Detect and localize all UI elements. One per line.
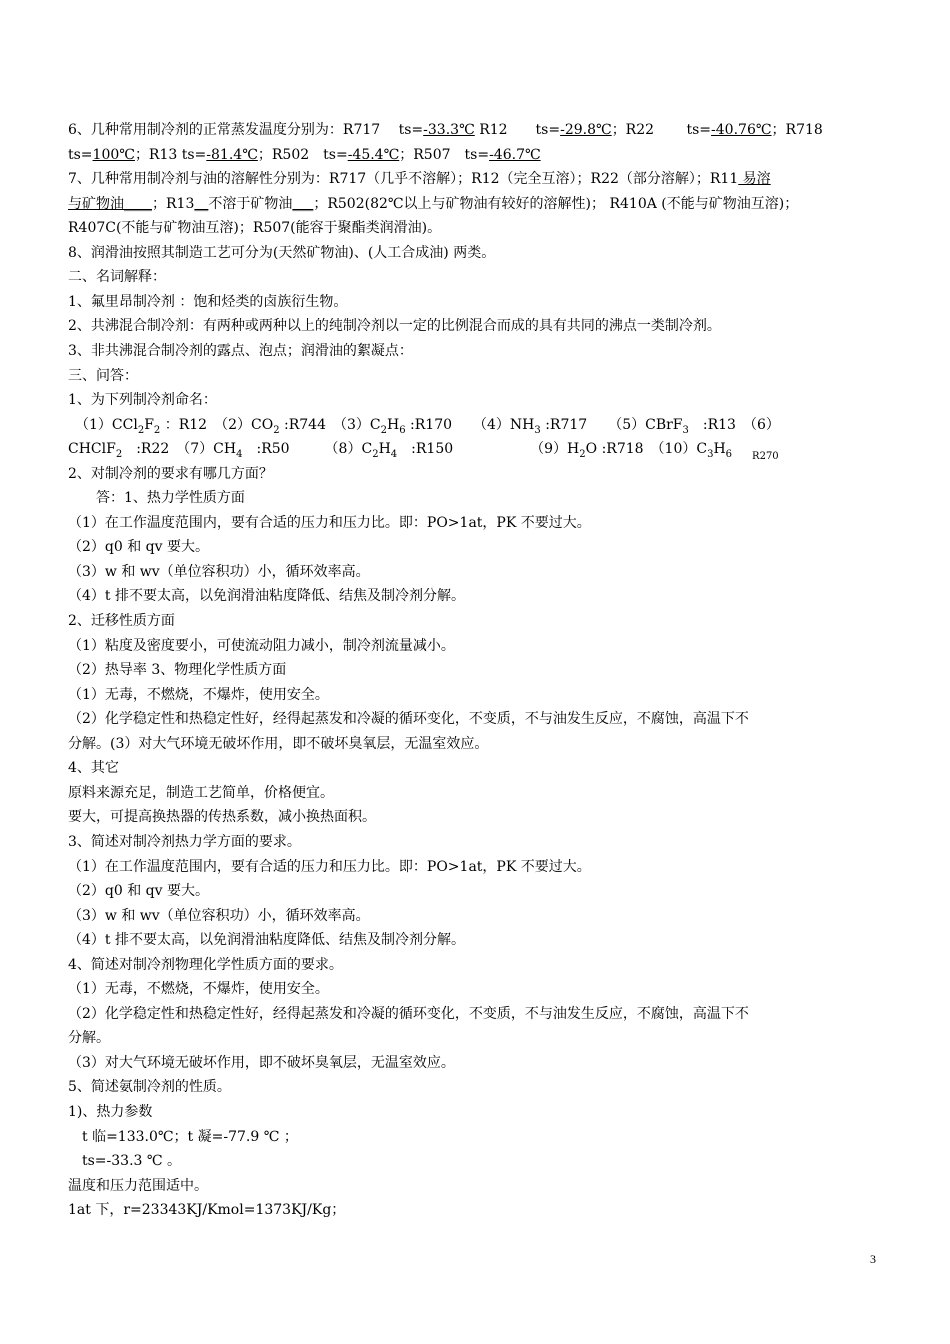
text-line [68,956,343,974]
text-line [68,858,591,876]
text-run: 不溶于矿物油 [208,195,293,212]
text-run: :R170 （4）NH [405,416,535,433]
text-run: 3、简述对制冷剂热力学方面的要求。 [68,833,301,850]
text-run: （2）q0 和 qv 要大。 [68,883,209,900]
text-run: ___ [292,195,314,212]
text-run: H [713,441,726,458]
text-run: :R717 （5）CBrF [540,416,683,433]
subscript: 4 [236,449,243,461]
text-line [68,661,286,679]
text-line [68,735,488,753]
text-run: 二、名词解释： [68,269,166,286]
subscript: 2 [153,424,161,436]
subscript: 6 [399,424,406,436]
subscript: 3 [707,449,714,461]
text-run: 三、问答： [68,367,138,384]
text-line [68,121,823,139]
text-line [68,1177,208,1195]
text-line [68,784,334,802]
text-line [68,342,413,360]
text-line [68,514,591,532]
text-run: （3）w 和 wv（单位容积功）小，循环效率高。 [68,907,370,924]
text-run: 5、简述氨制冷剂的性质。 [68,1079,231,1096]
text-run: 2、对制冷剂的要求有哪几方面？ [68,465,273,482]
text-line [68,195,798,213]
text-run: 温度和压力范围适中。 [68,1177,208,1194]
text-run: 分解。 [68,1030,110,1047]
text-run: （1）在工作温度范围内，要有合适的压力和压力比。即：PO>1at，PK 不要过大。 [68,858,591,875]
text-run: ；R502(82℃以上与矿物油有较好的溶解性)； R410A (不能与矿物油互溶)； [313,195,799,212]
text-run: 分解。(3）对大气环境无破坏作用，即不破坏臭氧层，无温室效应。 [68,735,489,752]
text-run: R407C(不能与矿物油互溶)；R507(能容于聚酯类润滑油)。 [68,220,442,237]
text-run: 1)、热力参数 [68,1104,153,1120]
text-run: 1、为下列制冷剂命名： [68,392,217,409]
subscript: 2 [115,449,123,461]
text-run: H [387,416,400,433]
text-run: :R50 （8）C [242,441,373,458]
text-run: 2、共沸混合制冷剂：有两种或两种以上的纯制冷剂以一定的比例混合而成的具有共同的沸点一类制冷剂。 [68,318,721,335]
text-run: 易溶 [738,171,771,188]
text-line [68,980,329,998]
text-line [68,907,370,925]
text-line [68,293,347,311]
text-line [68,219,441,237]
text-run: F [144,416,154,433]
text-run: （2）化学稳定性和热稳定性好，经得起蒸发和冷凝的循环变化，不变质，不与油发生反应，不腐蚀，高温下不 [68,1005,749,1022]
text-line [68,367,138,385]
text-line [68,1128,298,1146]
text-line [68,440,779,466]
text-run: ；R507 ts= [399,146,490,163]
text-line [68,1029,110,1047]
text-run: -45.4℃ [347,146,400,163]
text-run: （4）t 排不要太高，以免润滑油粘度降低、结焦及制冷剂分解。 [68,932,465,949]
text-line [68,833,301,851]
text-line [68,759,119,777]
text-line [68,1201,345,1219]
text-line [68,808,376,826]
text-run: （2）热导率 3、物理化学性质方面 [68,662,287,679]
text-run: （1）粘度及密度要小，可使流动阻力减小，制冷剂流量减小。 [68,637,455,654]
text-run: 4、其它 [68,760,119,777]
text-run: 7、几种常用制冷剂与油的溶解性分别为：R717（几乎不溶解）；R12（完全互溶）；R22（部分溶解）；R11 [68,171,739,188]
text-line [68,563,370,581]
text-line [68,170,771,188]
subscript: 6 [725,449,733,461]
text-line [68,686,329,704]
text-line [68,146,541,164]
text-run: 3、非共沸混合制冷剂的露点、泡点；润滑油的絮凝点： [68,342,413,359]
text-run: ts= [68,146,93,163]
text-line [68,465,273,483]
text-run: （3）对大气环境无破坏作用，即不破坏臭氧层，无温室效应。 [68,1054,455,1071]
text-run: 100℃ [92,146,135,163]
subscript: 2 [137,424,145,436]
text-run: __ [194,195,209,212]
text-run: -33.3℃ [423,122,475,138]
text-run: :R744 （3）C [279,416,381,433]
text-run: 4、简述对制冷剂物理化学性质方面的要求。 [68,956,343,973]
text-run: -29.8℃ [560,122,612,138]
page-number: 3 [870,1252,876,1266]
subscript: 3 [534,424,541,436]
text-line [68,538,209,556]
text-line [68,391,217,409]
text-run: ：R12 （2）CO [160,416,274,433]
text-run: R12 ts= [474,122,561,138]
text-run: -40.76℃ [711,122,772,138]
text-line [68,1152,181,1170]
subscript: 2 [380,424,387,436]
text-run: 原料来源充足，制造工艺简单，价格便宜。 [68,784,334,801]
text-line [68,587,465,605]
text-run: 1、氟里昂制冷剂 ：饱和烃类的卤族衍生物。 [68,293,348,310]
text-run: 6、几种常用制冷剂的正常蒸发温度分别为：R717 ts= [68,122,424,138]
text-line [68,1078,231,1096]
text-line [68,268,166,286]
text-line [68,637,455,655]
text-line [68,416,780,440]
subscript: 2 [372,449,379,461]
text-line [68,1103,152,1121]
text-run: ；R502 ts= [257,146,348,163]
text-run: :R22 （7）CH [122,441,237,458]
text-run: 8、润滑油按照其制造工艺可分为(天然矿物油)、(人工合成油) 两类。 [68,244,496,261]
text-run: 1at 下，r=23343KJ/Kmol=1373KJ/Kg； [68,1202,346,1219]
text-run: （1）在工作温度范围内，要有合适的压力和压力比。即：PO>1at，PK 不要过大。 [68,514,591,531]
text-run: R270 [732,451,779,463]
text-line [68,931,465,949]
text-run: t 临=133.0℃；t 凝=-77.9 ℃ ； [68,1128,298,1145]
text-run: ；R13 ts= [134,146,207,163]
text-run: 2、迁移性质方面 [68,613,175,629]
text-line [68,710,749,728]
text-line [68,317,721,335]
text-line [68,489,245,507]
text-run: （2）化学稳定性和热稳定性好，经得起蒸发和冷凝的循环变化，不变质，不与油发生反应，不腐蚀，高温下不 [68,711,749,728]
text-run: （3）w 和 wv（单位容积功）小，循环效率高。 [68,563,370,580]
text-run: （1）无毒，不燃烧，不爆炸，使用安全。 [68,686,329,703]
text-run: ____ [124,195,152,212]
subscript: 4 [390,449,398,461]
text-run: 与矿物油 [68,195,124,212]
text-run: :R13 （6） [688,416,780,433]
text-run: ts=-33.3 ℃ 。 [68,1153,182,1170]
text-line [68,1005,749,1023]
text-run: （1）CCl [68,416,138,433]
text-run: 答：1、热力学性质方面 [68,490,245,507]
text-run: H [378,441,391,458]
text-run: 要大，可提高换热器的传热系数，减小换热面积。 [68,809,376,826]
text-run: ；R22 ts= [611,122,712,138]
text-run: O :R718 （10）C [585,441,708,458]
subscript: 3 [682,424,689,436]
text-run: （1）无毒，不燃烧，不爆炸，使用安全。 [68,981,329,998]
text-run: CHClF [68,441,116,458]
text-run: :R150 （9）H [397,441,580,458]
text-run: -46.7℃ [489,146,541,163]
text-run: （2）q0 和 qv 要大。 [68,539,209,556]
subscript: 2 [273,424,280,436]
text-line [68,882,209,900]
text-line [68,1054,455,1072]
text-run: ；R718 [771,122,823,138]
text-line [68,612,175,630]
text-run: （4）t 排不要太高，以免润滑油粘度降低、结焦及制冷剂分解。 [68,588,465,605]
text-line [68,244,495,262]
text-run: -81.4℃ [206,146,258,163]
text-run: ；R13 [152,195,195,212]
subscript: 2 [579,449,586,461]
